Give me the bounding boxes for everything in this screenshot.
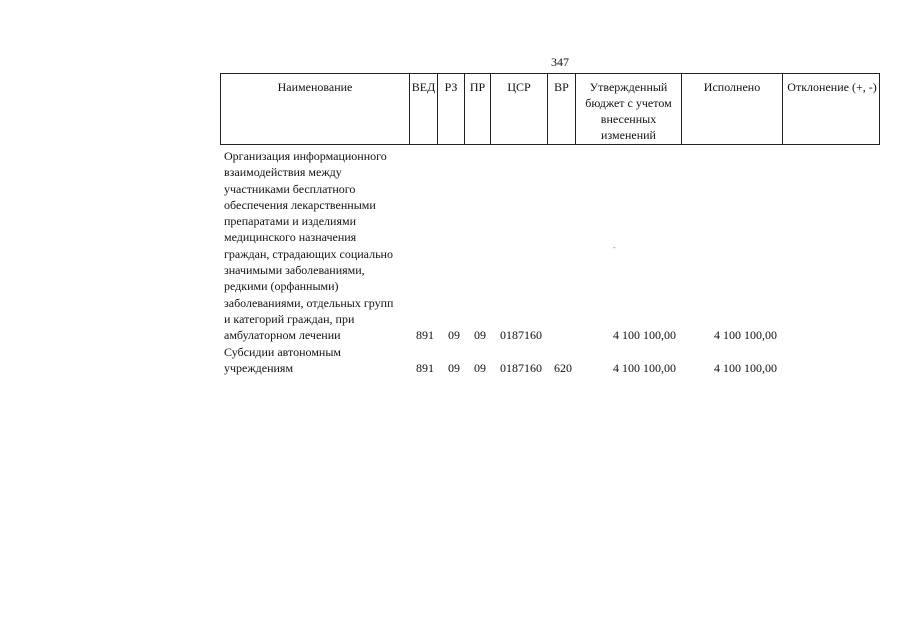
header-vr: ВР — [548, 74, 576, 144]
table-row — [220, 344, 880, 384]
row-executed: 4 100 100,00 — [714, 361, 777, 375]
row-approved: 4 100 100,00 — [613, 361, 676, 375]
header-rz: РЗ — [438, 74, 465, 144]
row-ved: 891 — [416, 328, 434, 342]
scan-mark: - — [613, 243, 616, 252]
table-header — [220, 73, 880, 145]
header-name: Наименование — [221, 74, 410, 144]
row-vr: 620 — [554, 361, 572, 375]
row-ved: 891 — [416, 361, 434, 375]
row-name: Организация информационного взаимодействия между участниками бесплатного обеспечения лекарственными препаратами и изделиями медицинского назначения граждан, страдающих социально значимыми заболеваниями, редкими (орфанными) заболеваниями, отдельных групп и категорий граждан, при амбулаторном лечении — [224, 149, 394, 343]
header-pr: ПР — [465, 74, 491, 144]
row-rz: 09 — [448, 328, 460, 342]
row-csr: 0187160 — [500, 328, 542, 342]
row-approved: 4 100 100,00 — [613, 328, 676, 342]
row-pr: 09 — [474, 361, 486, 375]
header-csr: ЦСР — [491, 74, 548, 144]
row-executed: 4 100 100,00 — [714, 328, 777, 342]
header-ved: ВЕД — [410, 74, 438, 144]
header-deviation: Отклонение (+, -) — [787, 80, 877, 94]
page-number: 347 — [551, 55, 569, 69]
header-approved: Утвержденный бюджет с учетом внесенных изменений — [576, 74, 682, 144]
row-name: Субсидии автономным учреждениям — [224, 345, 341, 376]
row-csr: 0187160 — [500, 361, 542, 375]
header-executed: Исполнено — [682, 74, 783, 144]
table-row — [220, 148, 880, 348]
row-rz: 09 — [448, 361, 460, 375]
row-pr: 09 — [474, 328, 486, 342]
